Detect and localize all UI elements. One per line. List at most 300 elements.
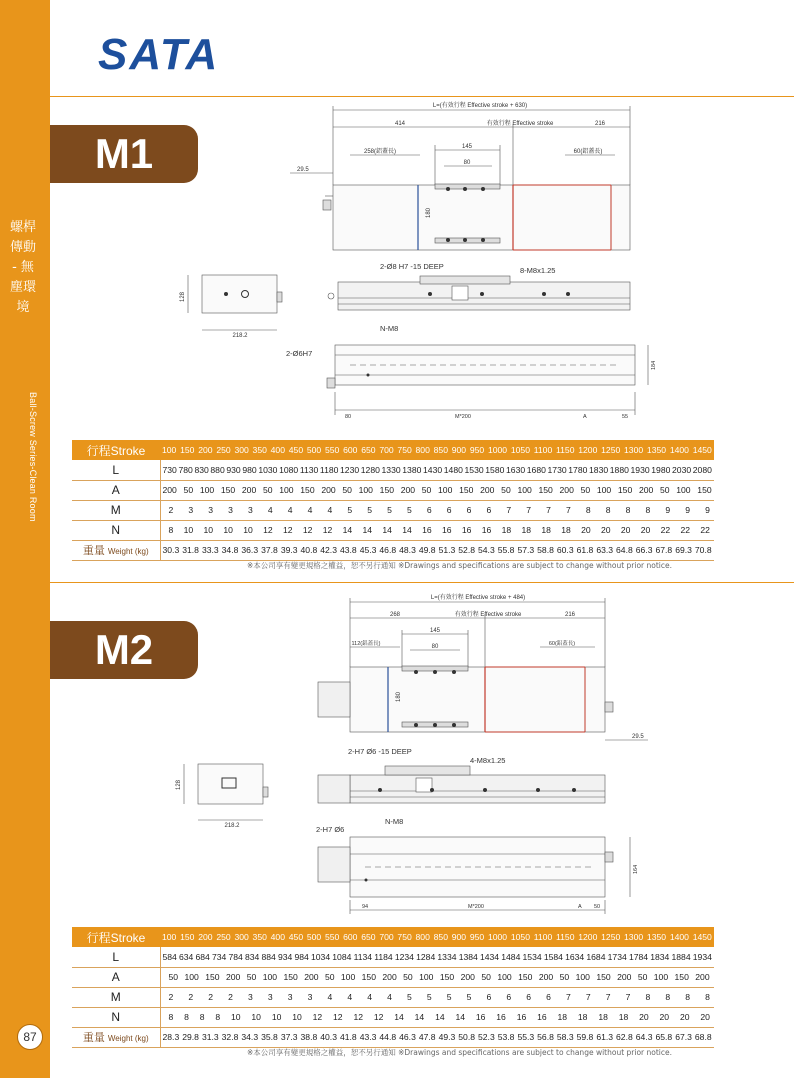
table-cell: 1680 <box>526 464 546 475</box>
table-cell: 1730 <box>547 464 567 475</box>
table-cell: 67.8 <box>655 545 673 555</box>
table-cell: 16 <box>516 1012 527 1022</box>
table-cell: 100 <box>358 485 373 495</box>
table-cell: 1400 <box>669 932 689 942</box>
m1-drawing <box>180 100 670 430</box>
table-cell: 20 <box>620 525 631 535</box>
table-cell: 10 <box>251 1012 261 1022</box>
table-cell: 57.3 <box>517 545 535 555</box>
table-cell: 6 <box>546 992 551 1002</box>
table-cell: 200 <box>460 972 475 982</box>
header-divider <box>50 96 794 97</box>
table-cell: 1134 <box>353 951 373 962</box>
table-cell: 150 <box>538 485 553 495</box>
table-cell: 4 <box>327 505 333 515</box>
table-cell: 3 <box>228 505 233 515</box>
table-cell: 54.3 <box>478 545 495 555</box>
table-cell: 150 <box>674 972 689 982</box>
m2-disclaimer: ※本公司享有變更規格之權益，恕不另行通知 ※Drawings and specifications are subject to change without prior notice. <box>246 1048 672 1057</box>
table-cell: 7 <box>566 505 571 515</box>
table-cell: 4 <box>327 992 333 1002</box>
table-cell: 56.8 <box>537 1032 554 1042</box>
m1-row-label-a: A <box>72 480 160 500</box>
table-cell: 4 <box>287 505 293 515</box>
table-cell: 14 <box>414 1012 425 1022</box>
table-cell: 200 <box>198 445 213 455</box>
m1-dim-180: 180 <box>426 207 432 218</box>
table-cell: 100 <box>596 485 612 495</box>
m2-weight-label-zh: 重量 <box>82 1032 105 1044</box>
m1-left-label: 258(鋁蓋長) <box>363 149 397 155</box>
table-cell: 12 <box>263 525 273 535</box>
table-cell: 100 <box>279 485 294 495</box>
table-cell: 584 <box>162 951 177 962</box>
m1-stroke-header: 行程Stroke <box>72 440 160 460</box>
table-cell: 8 <box>184 1012 189 1022</box>
table-cell: 1780 <box>568 464 588 475</box>
m2-n-note: N-M8 <box>385 817 404 826</box>
table-cell: 22 <box>680 525 691 535</box>
table-cell: 900 <box>451 445 467 455</box>
table-cell: 10 <box>203 525 214 535</box>
m1-height-184: 184 <box>651 360 657 370</box>
m1-weight-label <box>72 540 160 560</box>
table-cell: 1430 <box>423 464 443 475</box>
table-cell: 16 <box>461 525 472 535</box>
table-cell: 18 <box>577 1012 588 1022</box>
table-cell: 10 <box>183 525 194 535</box>
table-cell: 33.3 <box>201 545 219 555</box>
table-cell: 65.8 <box>655 1032 673 1042</box>
table-cell: 1784 <box>628 951 649 962</box>
table-cell: 14 <box>362 525 373 535</box>
table-cell: 730 <box>162 464 177 475</box>
m1-dim-145: 145 <box>461 144 473 150</box>
table-cell: 4 <box>367 992 373 1002</box>
table-cell: 150 <box>697 485 712 495</box>
m2-dim-180: 180 <box>396 691 402 702</box>
m2-dim-center: 有效行程 Effective stroke <box>454 612 522 618</box>
table-cell: 800 <box>415 445 430 455</box>
m2-spec-table <box>72 927 714 1048</box>
m1-weight-values <box>163 545 715 555</box>
table-cell: 9 <box>685 505 691 515</box>
m2-overall-length: L=(有效行程 Effective stroke + 484) <box>430 595 526 601</box>
table-cell: 60.3 <box>556 545 574 555</box>
table-cell: 2 <box>208 992 214 1002</box>
table-cell: 200 <box>198 932 213 942</box>
m2-left-label: 112(鋁蓋長) <box>351 641 381 647</box>
table-cell: 31.8 <box>182 545 199 555</box>
table-cell: 7 <box>566 992 571 1002</box>
table-cell: 4 <box>307 505 313 515</box>
table-cell: 1684 <box>586 951 606 962</box>
table-cell: 14 <box>342 525 353 535</box>
m1-thread-note: 8-M8x1.25 <box>520 266 556 275</box>
table-cell: 50 <box>501 485 511 495</box>
table-cell: 5 <box>466 992 472 1002</box>
table-cell: 1834 <box>650 951 670 962</box>
table-cell: 8 <box>645 992 651 1002</box>
table-cell: 1884 <box>671 951 691 962</box>
table-cell: 50 <box>481 972 491 982</box>
table-cell: 150 <box>518 972 533 982</box>
table-cell: 1280 <box>360 464 380 475</box>
table-cell: 51.3 <box>438 545 456 555</box>
table-cell: 61.3 <box>596 1032 614 1042</box>
m2-dim-145: 145 <box>429 628 441 634</box>
m1-dim-29-5: 29.5 <box>297 167 309 173</box>
table-cell: 7 <box>506 505 512 515</box>
table-cell: 1030 <box>258 464 278 475</box>
table-cell: 53.8 <box>497 1032 515 1042</box>
table-cell: 450 <box>288 932 304 942</box>
m1-row-l-values <box>163 465 715 475</box>
table-cell: 31.3 <box>201 1032 219 1042</box>
table-cell: 18 <box>521 525 532 535</box>
table-cell: 200 <box>400 485 416 495</box>
table-cell: 1084 <box>332 951 352 962</box>
m2-row-n-values <box>163 1012 715 1022</box>
table-cell: 50 <box>262 485 273 495</box>
table-cell: 150 <box>439 972 455 982</box>
table-cell: 1100 <box>533 445 553 455</box>
table-cell: 5 <box>446 992 452 1002</box>
table-cell: 70.8 <box>694 545 712 555</box>
table-cell: 1484 <box>501 951 521 962</box>
table-cell: 8 <box>705 992 710 1002</box>
table-cell: 700 <box>379 932 394 942</box>
table-cell: 22 <box>660 525 671 535</box>
table-cell: 884 <box>261 951 276 962</box>
table-cell: 36.3 <box>241 545 259 555</box>
table-cell: 16 <box>537 1012 547 1022</box>
m2-bottom-94: 94 <box>362 904 369 910</box>
table-cell: 100 <box>262 972 278 982</box>
table-cell: 150 <box>379 485 395 495</box>
table-cell: 200 <box>241 485 257 495</box>
table-cell: 1330 <box>381 464 401 475</box>
table-cell: 55.3 <box>517 1032 535 1042</box>
m1-bottom-55: 55 <box>622 414 629 420</box>
m2-stroke-values <box>162 932 714 942</box>
table-cell: 1350 <box>646 932 667 942</box>
table-cell: 1300 <box>624 932 644 942</box>
table-cell: 1250 <box>601 932 621 942</box>
table-cell: 14 <box>394 1012 404 1022</box>
table-cell: 20 <box>600 525 611 535</box>
m1-dim-left: 414 <box>394 121 406 127</box>
table-cell: 68.8 <box>694 1032 712 1042</box>
m2-bottom-m: M*200 <box>468 904 484 910</box>
table-cell: 10 <box>223 525 233 535</box>
table-cell: 1734 <box>607 951 627 962</box>
m2-stroke-header: 行程Stroke <box>72 927 160 947</box>
table-cell: 850 <box>433 445 448 455</box>
table-cell: 150 <box>300 485 315 495</box>
m2-row-m-values <box>163 992 715 1002</box>
m1-row-m-values <box>163 505 715 515</box>
table-cell: 52.3 <box>478 1032 495 1042</box>
table-cell: 6 <box>526 992 532 1002</box>
table-cell: 200 <box>638 485 654 495</box>
table-cell: 50 <box>246 972 257 982</box>
table-cell: 850 <box>433 932 448 942</box>
table-cell: 14 <box>382 525 392 535</box>
table-cell: 10 <box>271 1012 282 1022</box>
m2-row-a-values <box>163 972 715 982</box>
table-cell: 1050 <box>510 445 530 455</box>
table-cell: 1050 <box>510 932 530 942</box>
table-cell: 37.3 <box>280 1032 298 1042</box>
table-cell: 930 <box>226 464 241 475</box>
table-cell: 50 <box>637 972 648 982</box>
sidebar <box>0 0 50 1078</box>
m1-dim-80: 80 <box>463 160 471 166</box>
table-cell: 8 <box>215 1012 221 1022</box>
m1-stroke-values <box>162 445 714 455</box>
m2-pin-note: 2-H7 Ø6 <box>316 825 345 834</box>
table-cell: 1000 <box>487 445 508 455</box>
table-cell: 1934 <box>692 951 712 962</box>
table-cell: 12 <box>322 525 333 535</box>
table-cell: 50 <box>403 972 413 982</box>
table-cell: 20 <box>640 525 651 535</box>
m2-dim-right: 216 <box>564 612 576 618</box>
table-cell: 980 <box>242 464 257 475</box>
table-cell: 1350 <box>646 445 667 455</box>
table-cell: 3 <box>208 505 214 515</box>
table-cell: 7 <box>625 992 631 1002</box>
table-cell: 600 <box>343 932 358 942</box>
table-cell: 55.8 <box>497 545 515 555</box>
table-cell: 5 <box>407 505 412 515</box>
m2-row-label-m: M <box>72 987 160 1007</box>
table-cell: 834 <box>245 951 260 962</box>
table-cell: 800 <box>415 932 430 942</box>
table-cell: 1284 <box>416 951 436 962</box>
table-cell: 8 <box>605 505 611 515</box>
table-cell: 100 <box>438 485 453 495</box>
table-cell: 6 <box>426 505 432 515</box>
table-cell: 32.8 <box>221 1032 239 1042</box>
table-cell: 734 <box>212 951 227 962</box>
table-cell: 350 <box>252 445 267 455</box>
table-cell: 650 <box>361 932 376 942</box>
m2-end-height: 128 <box>176 779 182 790</box>
page-number: 87 <box>17 1024 43 1050</box>
table-cell: 37.8 <box>261 545 278 555</box>
table-cell: 3 <box>307 992 313 1002</box>
table-cell: 150 <box>617 485 633 495</box>
table-cell: 50 <box>659 485 670 495</box>
table-cell: 8 <box>625 505 631 515</box>
table-cell: 100 <box>340 972 356 982</box>
m2-bottom-50: 50 <box>594 904 601 910</box>
table-cell: 3 <box>267 992 273 1002</box>
table-cell: 2 <box>168 505 174 515</box>
table-cell: 3 <box>248 992 253 1002</box>
table-cell: 1634 <box>565 951 585 962</box>
table-cell: 450 <box>288 445 304 455</box>
m2-dim-29-5: 29.5 <box>632 734 644 740</box>
table-cell: 950 <box>469 445 485 455</box>
table-cell: 8 <box>168 1012 174 1022</box>
table-cell: 4 <box>347 992 353 1002</box>
table-cell: 1384 <box>458 951 478 962</box>
table-cell: 1230 <box>340 464 360 475</box>
table-cell: 7 <box>605 992 611 1002</box>
table-cell: 14 <box>455 1012 466 1022</box>
m1-dim-center: 有效行程 Effective stroke <box>486 121 554 127</box>
m1-weight-label-zh: 重量 <box>82 545 105 557</box>
table-cell: 63.3 <box>596 545 614 555</box>
table-cell: 16 <box>441 525 452 535</box>
table-cell: 1034 <box>311 951 331 962</box>
table-cell: 1334 <box>437 951 457 962</box>
table-cell: 46.8 <box>379 545 397 555</box>
table-cell: 100 <box>162 932 177 942</box>
table-cell: 780 <box>178 464 193 475</box>
table-cell: 150 <box>459 485 474 495</box>
table-cell: 750 <box>397 445 412 455</box>
table-cell: 7 <box>526 505 532 515</box>
table-cell: 7 <box>585 992 591 1002</box>
table-cell: 4 <box>387 992 392 1002</box>
m2-row-l-values <box>163 952 715 962</box>
model-tab-m1: M1 <box>50 125 198 183</box>
table-cell: 2 <box>168 992 174 1002</box>
m2-end-width: 218.2 <box>224 823 240 829</box>
m1-bottom-a: A <box>583 414 587 420</box>
table-cell: 20 <box>700 1012 710 1022</box>
m1-row-n-values <box>163 525 715 535</box>
table-cell: 150 <box>361 972 376 982</box>
table-cell: 8 <box>168 525 174 535</box>
table-cell: 1584 <box>543 951 563 962</box>
table-cell: 22 <box>700 525 710 535</box>
table-cell: 8 <box>199 1012 205 1022</box>
table-cell: 830 <box>194 464 209 475</box>
table-cell: 6 <box>486 992 492 1002</box>
table-cell: 9 <box>665 505 671 515</box>
table-cell: 100 <box>676 485 691 495</box>
table-cell: 18 <box>501 525 512 535</box>
table-cell: 46.3 <box>399 1032 416 1042</box>
table-cell: 1250 <box>601 445 621 455</box>
table-cell: 9 <box>705 505 710 515</box>
table-cell: 52.8 <box>458 545 476 555</box>
m2-hole-note: 2-H7 Ø6 -15 DEEP <box>348 747 412 756</box>
table-cell: 3 <box>287 992 293 1002</box>
table-cell: 100 <box>419 972 434 982</box>
table-cell: 43.3 <box>359 1032 377 1042</box>
m1-end-height: 128 <box>180 291 186 302</box>
table-cell: 38.8 <box>300 1032 318 1042</box>
table-cell: 50 <box>168 972 179 982</box>
m2-bottom-a: A <box>578 904 582 910</box>
table-cell: 28.3 <box>162 1032 180 1042</box>
table-cell: 1480 <box>443 464 463 475</box>
table-cell: 5 <box>367 505 373 515</box>
m2-weight-values <box>163 1032 715 1042</box>
table-cell: 1180 <box>319 464 339 475</box>
table-cell: 1580 <box>485 464 505 475</box>
table-cell: 150 <box>283 972 298 982</box>
table-cell: 12 <box>282 525 293 535</box>
table-cell: 1830 <box>589 464 609 475</box>
table-cell: 550 <box>324 445 340 455</box>
table-cell: 18 <box>561 525 571 535</box>
section-divider <box>50 582 794 583</box>
table-cell: 1930 <box>630 464 650 475</box>
table-cell: 100 <box>184 972 199 982</box>
table-cell: 634 <box>179 951 194 962</box>
table-cell: 684 <box>195 951 210 962</box>
m1-spec-table <box>72 440 714 561</box>
m2-row-label-a: A <box>72 967 160 987</box>
table-cell: 69.3 <box>675 545 692 555</box>
table-cell: 200 <box>225 972 241 982</box>
table-cell: 350 <box>252 932 267 942</box>
table-cell: 18 <box>598 1012 608 1022</box>
table-cell: 67.3 <box>675 1032 692 1042</box>
table-cell: 12 <box>333 1012 343 1022</box>
table-cell: 4 <box>267 505 273 515</box>
model-tab-m2: M2 <box>50 621 198 679</box>
table-cell: 300 <box>234 445 249 455</box>
m1-disclaimer: ※本公司享有變更規格之權益，恕不另行通知 ※Drawings and specifications are subject to change without prior notice. <box>246 561 672 570</box>
table-cell: 47.8 <box>418 1032 436 1042</box>
table-cell: 200 <box>162 485 177 495</box>
table-cell: 6 <box>506 992 512 1002</box>
m2-dim-left: 268 <box>389 612 401 618</box>
table-cell: 250 <box>216 445 231 455</box>
table-cell: 984 <box>294 951 309 962</box>
table-cell: 200 <box>559 485 574 495</box>
table-cell: 10 <box>243 525 253 535</box>
table-cell: 5 <box>407 992 412 1002</box>
table-cell: 100 <box>653 972 669 982</box>
table-cell: 100 <box>497 972 512 982</box>
table-cell: 29.8 <box>182 1032 199 1042</box>
table-cell: 400 <box>270 932 285 942</box>
table-cell: 61.8 <box>576 545 594 555</box>
table-cell: 700 <box>379 445 394 455</box>
table-cell: 1450 <box>692 932 712 942</box>
table-cell: 5 <box>347 505 353 515</box>
table-cell: 200 <box>538 972 554 982</box>
table-cell: 12 <box>373 1012 384 1022</box>
m2-weight-label <box>72 1027 160 1047</box>
table-cell: 1534 <box>522 951 542 962</box>
m1-row-label-m: M <box>72 500 160 520</box>
table-cell: 600 <box>343 445 358 455</box>
table-cell: 250 <box>216 932 231 942</box>
table-cell: 64.3 <box>635 1032 653 1042</box>
table-cell: 1980 <box>651 464 671 475</box>
table-cell: 30.3 <box>162 545 180 555</box>
table-cell: 44.8 <box>379 1032 397 1042</box>
table-cell: 34.3 <box>241 1032 259 1042</box>
table-cell: 20 <box>679 1012 690 1022</box>
table-cell: 100 <box>162 445 177 455</box>
table-cell: 6 <box>466 505 472 515</box>
m1-overall-length: L=(有效行程 Effective stroke + 630) <box>432 103 528 109</box>
m1-hole-note: 2-Ø8 H7 -15 DEEP <box>380 262 444 271</box>
table-cell: 1200 <box>578 932 598 942</box>
table-cell: 39.3 <box>280 545 298 555</box>
